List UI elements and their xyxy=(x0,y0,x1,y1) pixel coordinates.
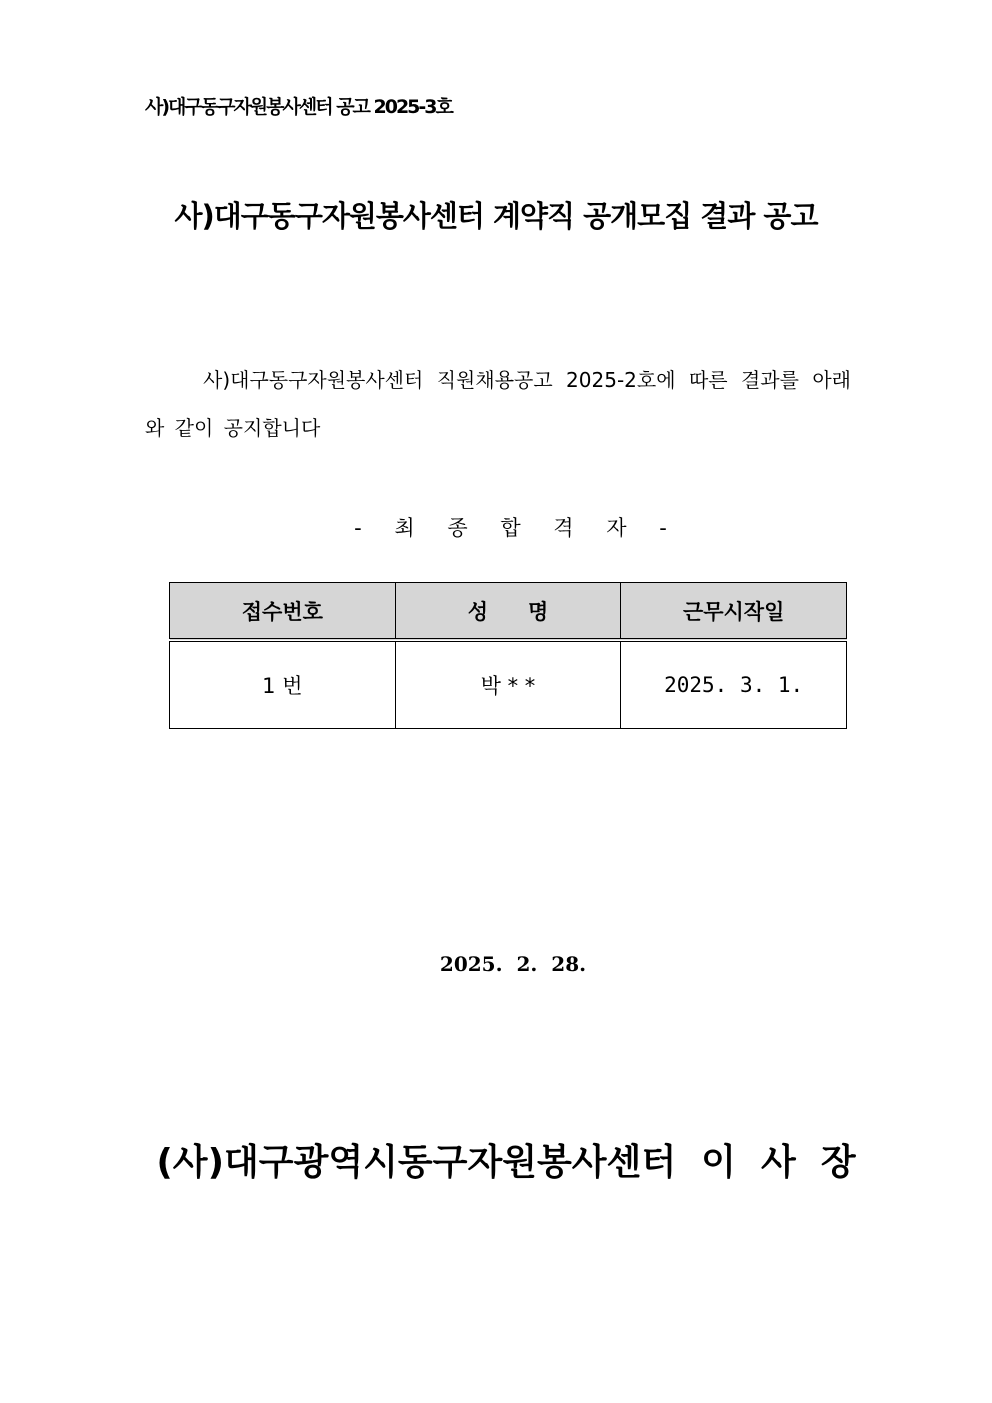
header-start-date: 근무시작일 xyxy=(621,583,847,641)
header-name xyxy=(395,583,621,641)
table-header-row xyxy=(170,583,847,641)
document-title: 사)대구동구자원봉사센터 계약직 공개모집 결과 공고 xyxy=(174,199,818,233)
result-table xyxy=(169,582,847,729)
header-name-text: 성명 xyxy=(467,599,589,624)
cell-start-date: 2025. 3. 1. xyxy=(621,640,847,729)
table-row xyxy=(170,640,847,729)
header-receipt-number: 접수번호 xyxy=(170,583,396,641)
body-paragraph: 사)대구동구자원봉사센터 직원채용공고 2025-2호에 따른 결과를 아래와 같이 공지합니다 xyxy=(145,368,851,440)
notice-date: 2025. 2. 28. xyxy=(439,952,587,976)
cell-receipt-number: 1 번 xyxy=(170,640,396,729)
section-heading: - 최 종 합 격 자 - xyxy=(354,516,680,540)
notice-number: 사)대구동구자원봉사센터 공고 2025-3호 xyxy=(145,96,452,118)
signature: (사)대구광역시동구자원봉사센터 이 사 장 xyxy=(156,1142,856,1183)
cell-name: 박 * * xyxy=(395,640,621,729)
